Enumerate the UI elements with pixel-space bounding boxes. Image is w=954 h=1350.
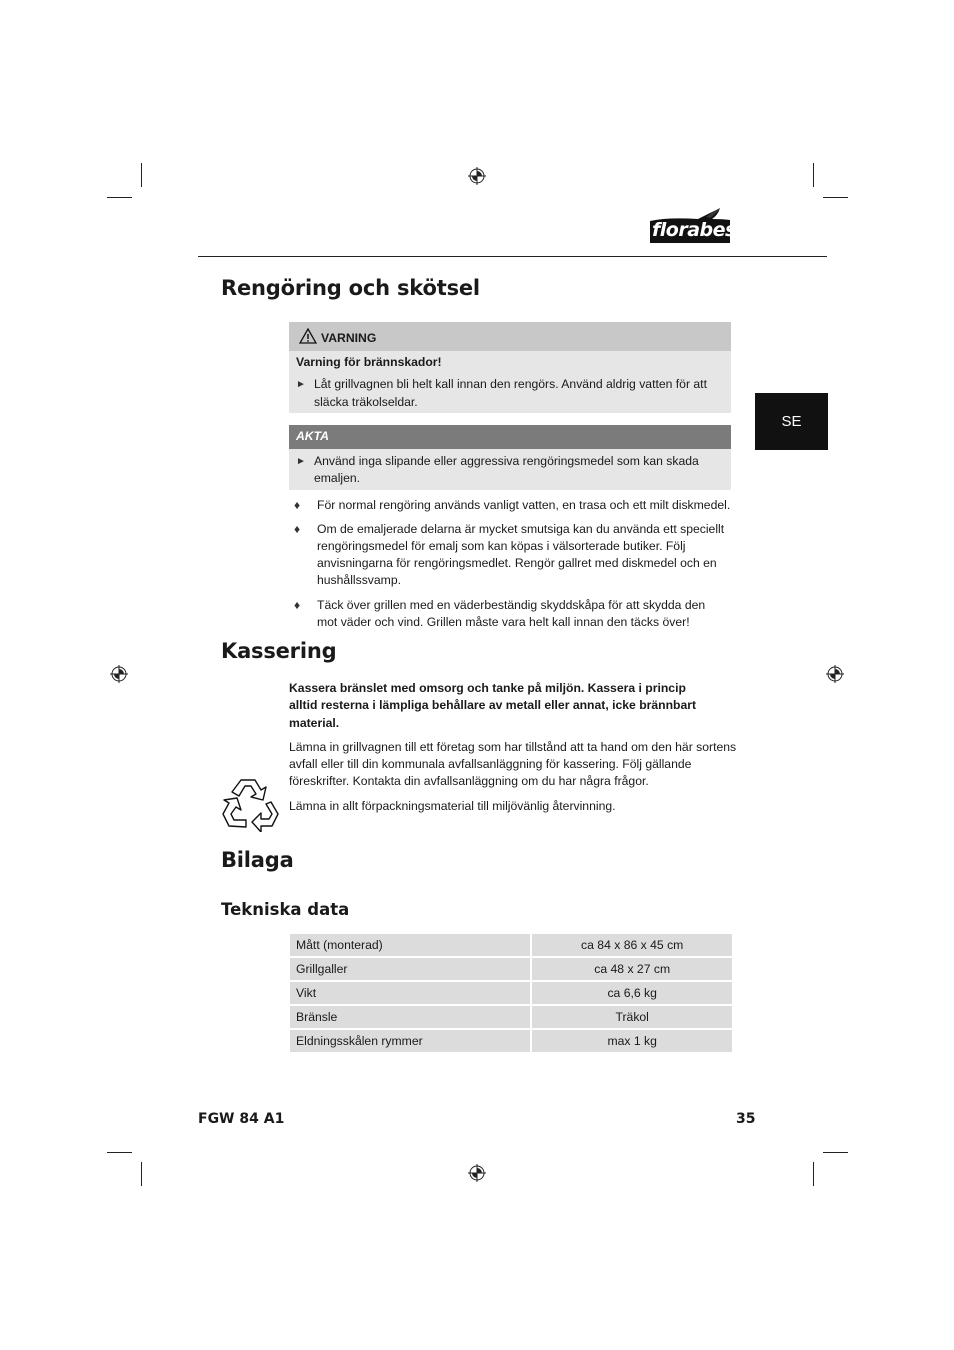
bullet-text-line: För normal rengöring används vanligt vatten, en trasa och ett milt diskmedel.	[317, 498, 731, 512]
disposal-bold-line: material.	[289, 716, 340, 730]
disposal-text-line: föreskrifter. Kontakta din avfallsanläggning om du har några frågor.	[289, 774, 649, 788]
bullet-text-line: hushållssvamp.	[317, 573, 401, 587]
footer-model: FGW 84 A1	[198, 1111, 285, 1127]
bullet-text-line: anvisningarna för rengöringsmedlet. Rengör gallret med diskmedel och en	[317, 556, 717, 570]
crop-mark	[813, 1162, 814, 1186]
table-cell-value: ca 84 x 86 x 45 cm	[530, 934, 732, 956]
diamond-bullet-icon: ♦	[294, 498, 301, 512]
logo-text: florabest	[652, 219, 745, 241]
caution-text-line: emaljen.	[314, 471, 361, 485]
disposal-bold-line: alltid resterna i lämpliga behållare av metall eller annat, icke brännbart	[289, 698, 697, 712]
caution-label: AKTA	[296, 429, 329, 443]
table-cell-label: Bränsle	[290, 1006, 530, 1028]
crop-mark	[823, 1152, 848, 1153]
recycle-icon	[221, 776, 279, 832]
table-cell-label: Vikt	[290, 982, 530, 1004]
packaging-text: Lämna in allt förpackningsmaterial till miljövänlig återvinning.	[289, 799, 616, 813]
page-number: 35	[736, 1111, 756, 1127]
table-row	[290, 958, 732, 980]
section-title: Bilaga	[221, 848, 294, 872]
arrow-bullet-icon: ►	[296, 456, 306, 467]
bullet-text-line: rengöringsmedel för emalj som kan köpas i välsorterade butiker. Följ	[317, 539, 686, 553]
language-tab: SE	[755, 393, 828, 450]
bullet-text-line: Om de emaljerade delarna är mycket smutsiga kan du använda ett speciellt	[317, 522, 725, 536]
diamond-bullet-icon: ♦	[294, 522, 301, 536]
table-row	[290, 1030, 732, 1052]
crop-mark	[107, 1152, 132, 1153]
table-cell-value: max 1 kg	[530, 1030, 732, 1052]
section-title: Rengöring och skötsel	[221, 276, 480, 300]
header-rule	[198, 256, 827, 257]
table-cell-value: ca 48 x 27 cm	[530, 958, 732, 980]
table-cell-label: Eldningsskålen rymmer	[290, 1030, 530, 1052]
technical-data-table	[290, 932, 732, 1054]
table-cell-label: Mått (monterad)	[290, 934, 530, 956]
table-cell-label: Grillgaller	[290, 958, 530, 980]
bullet-text-line: mot väder och vind. Grillen måste vara helt kall innan den täcks över!	[317, 615, 690, 629]
registration-mark-icon	[826, 665, 844, 683]
table-row	[290, 982, 732, 1004]
bullet-text-line: Täck över grillen med en väderbeständig skyddskåpa för att skydda den	[317, 598, 706, 612]
arrow-bullet-icon: ►	[296, 379, 306, 390]
crop-mark	[141, 1162, 142, 1186]
crop-mark	[141, 163, 142, 187]
table-row	[290, 934, 732, 956]
warning-subtitle: Varning för brännskador!	[296, 355, 442, 369]
registration-mark-icon	[468, 1164, 486, 1182]
disposal-bold-line: Kassera bränslet med omsorg och tanke på miljön. Kassera i princip	[289, 681, 686, 695]
crop-mark	[107, 197, 132, 198]
warning-label: VARNING	[321, 331, 377, 345]
crop-mark	[823, 197, 848, 198]
caution-text-line: Använd inga slipande eller aggressiva rengöringsmedel som kan skada	[314, 454, 699, 468]
warning-text-line: släcka träkolseldar.	[314, 395, 418, 409]
warning-text-line: Låt grillvagnen bli helt kall innan den rengörs. Använd aldrig vatten för att	[314, 377, 707, 391]
caution-header	[289, 425, 731, 449]
crop-mark	[813, 163, 814, 187]
disposal-text-line: Lämna in grillvagnen till ett företag som har tillstånd att ta hand om den här sortens	[289, 740, 737, 754]
table-cell-value: Träkol	[530, 1006, 732, 1028]
subsection-title: Tekniska data	[221, 900, 350, 919]
registration-mark-icon	[110, 665, 128, 683]
section-title: Kassering	[221, 639, 337, 663]
table-cell-value: ca 6,6 kg	[530, 982, 732, 1004]
diamond-bullet-icon: ♦	[294, 598, 301, 612]
table-row	[290, 1006, 732, 1028]
disposal-text-line: avfall eller till din kommunala avfallsanläggning för kassering. Följ gällande	[289, 757, 692, 771]
warning-triangle-icon	[299, 328, 317, 344]
registration-mark-icon	[468, 167, 486, 185]
